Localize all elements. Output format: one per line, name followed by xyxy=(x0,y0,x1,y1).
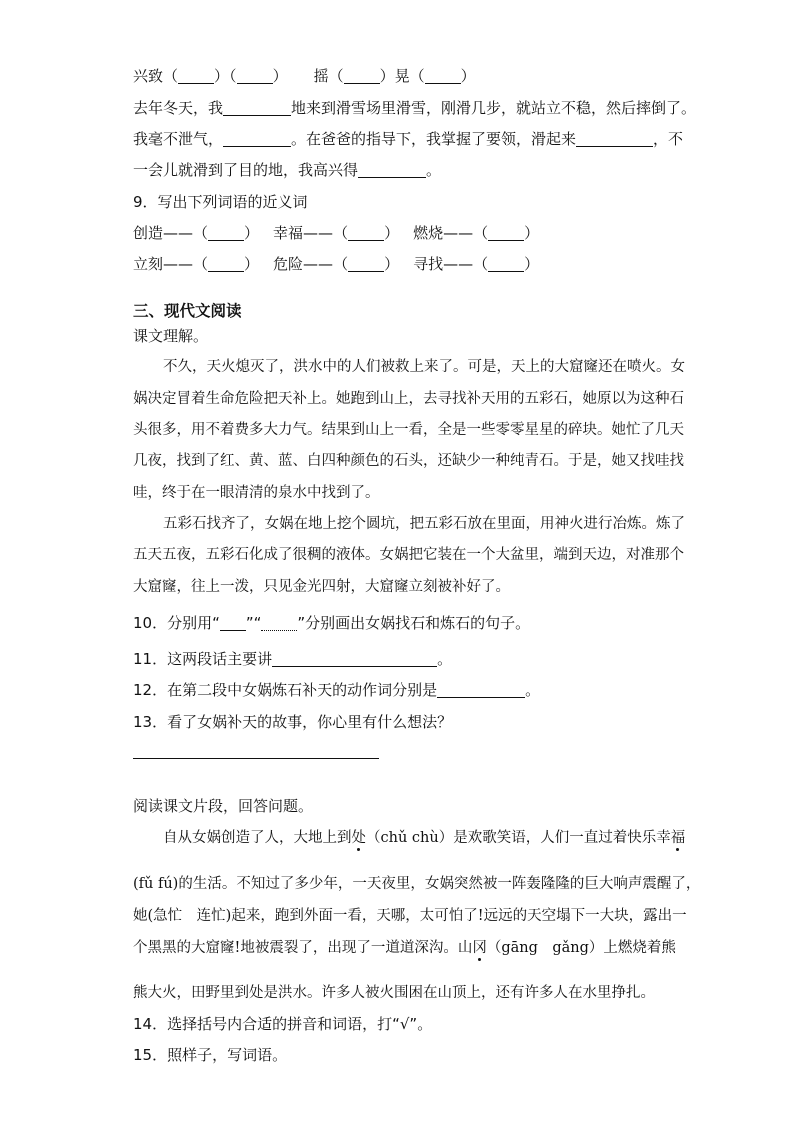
fill-paragraph-line: 我毫不泄气， 。在爸爸的指导下，我掌握了要领，滑起来 ，不 xyxy=(133,130,684,148)
passage-line: 不久，天火熄灭了，洪水中的人们被救上来了。可是，天上的大窟窿还在喷火。女 xyxy=(163,359,685,375)
antonym-line: 兴致（ ）（ ） 摇（ ）晃（ ） xyxy=(133,67,476,85)
section-heading: 三、现代文阅读 xyxy=(133,302,242,320)
answer-line[interactable] xyxy=(133,758,379,759)
answer-blank[interactable] xyxy=(272,651,437,667)
synonym-row-1: 创造——（ ） 幸福——（ ） 燃烧——（ ） xyxy=(133,224,540,242)
answer-blank[interactable] xyxy=(348,225,384,241)
passage-line: 个黑黑的大窟窿!地被震裂了，出现了一道道深沟。山冈（gāng gǎng）上燃烧着熊 xyxy=(133,940,676,956)
answer-blank[interactable] xyxy=(488,256,524,272)
answer-blank[interactable] xyxy=(208,225,244,241)
passage-line: (fǔ fú)的生活。不知过了多少年，一天夜里，女娲突然被一阵轰隆隆的巨大响声震醒了， xyxy=(133,876,701,892)
passage-line: 哇，终于在一眼清清的泉水中找到了。 xyxy=(133,485,380,501)
fill-paragraph-line: 去年冬天，我 地来到滑雪场里滑雪，刚滑几步，就站立不稳，然后摔倒了。 xyxy=(133,99,697,117)
answer-blank[interactable] xyxy=(178,68,214,84)
passage-line: 自从女娲创造了人，大地上到处（chǔ chù）是欢歌笑语，人们一直过着快乐幸福 xyxy=(163,830,686,846)
question-9: 9．写出下列词语的近义词 xyxy=(133,193,308,211)
question-11: 11．这两段话主要讲 。 xyxy=(133,650,453,668)
passage-line: 娲决定冒着生命危险把天补上。她跑到山上，去寻找补天用的五彩石，她原以为这种石 xyxy=(133,391,684,407)
answer-blank[interactable] xyxy=(348,256,384,272)
passage-line: 五彩石找齐了，女娲在地上挖个圆坑，把五彩石放在里面，用神火进行冶炼。炼了 xyxy=(163,516,685,532)
wavy-underline-sample xyxy=(261,615,297,631)
answer-blank[interactable] xyxy=(437,682,525,698)
passage-line: 熊大火，田野里到处是洪水。许多人被火围困在山顶上，还有许多人在水里挣扎。 xyxy=(133,985,655,1001)
reading-intro: 阅读课文片段，回答问题。 xyxy=(133,797,314,815)
passage-line: 头很多，用不着费多大力气。结果到山上一看，全是一些零零星星的碎块。她忙了几天 xyxy=(133,422,684,438)
answer-blank[interactable] xyxy=(488,225,524,241)
passage-line: 几夜，找到了红、黄、蓝、白四种颜色的石头，还缺少一种纯青石。于是，她又找哇找 xyxy=(133,453,684,469)
question-10: 10．分别用“ ”“ ”分别画出女娲找石和炼石的句子。 xyxy=(133,614,531,632)
passage-line: 她(急忙 连忙)起来，跑到外面一看，天哪，太可怕了!远远的天空塌下一大块，露出一 xyxy=(133,908,687,924)
question-12: 12．在第二段中女娲炼石补天的动作词分别是 。 xyxy=(133,681,541,699)
synonym-row-2: 立刻——（ ） 危险——（ ） 寻找——（ ） xyxy=(133,255,540,273)
answer-blank[interactable] xyxy=(358,162,426,178)
question-13: 13．看了女娲补天的故事，你心里有什么想法？ xyxy=(133,713,453,731)
answer-blank[interactable] xyxy=(237,68,273,84)
passage-line: 五天五夜，五彩石化成了很稠的液体。女娲把它装在一个大盆里，端到天边，对准那个 xyxy=(133,547,684,563)
answer-blank[interactable] xyxy=(576,131,653,147)
answer-blank[interactable] xyxy=(344,68,380,84)
question-15: 15．照样子，写词语。 xyxy=(133,1046,288,1064)
answer-blank[interactable] xyxy=(223,100,291,116)
reading-intro: 课文理解。 xyxy=(133,327,209,345)
question-14: 14．选择括号内合适的拼音和词语，打“√”。 xyxy=(133,1015,433,1033)
straight-underline-sample xyxy=(220,615,246,631)
passage-line: 大窟窿，往上一泼，只见金光四射，大窟窿立刻被补好了。 xyxy=(133,579,510,595)
fill-paragraph-line: 一会儿就滑到了目的地，我高兴得 。 xyxy=(133,161,442,179)
answer-blank[interactable] xyxy=(208,256,244,272)
answer-blank[interactable] xyxy=(425,68,461,84)
answer-blank[interactable] xyxy=(223,131,291,147)
